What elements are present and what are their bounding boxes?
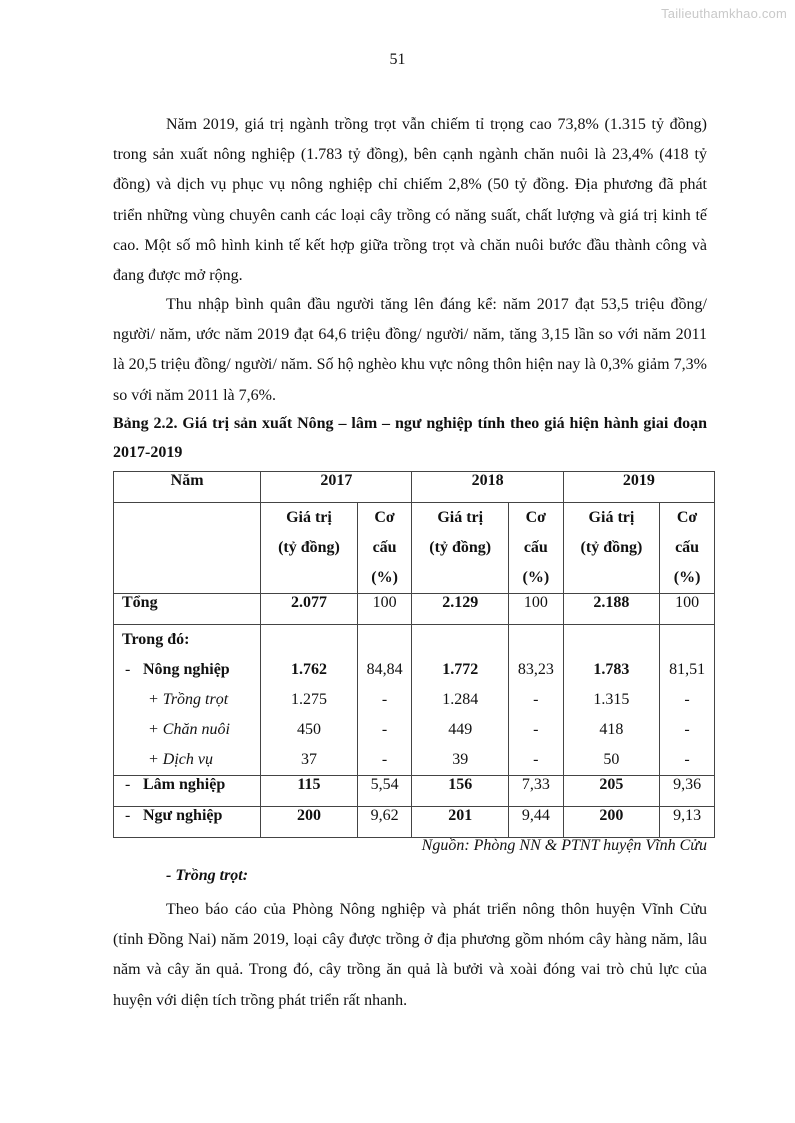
lam-nghiep-pct-2018: 7,33 (508, 776, 563, 807)
trong-trot-value-2019: 1.315 (593, 691, 630, 708)
nong-nghiep-value-2018: 1.772 (442, 661, 479, 678)
ngu-nghiep-pct-2017: 9,62 (357, 807, 412, 838)
breakdown-labels (114, 625, 261, 776)
trong-trot-pct-2017: - (381, 691, 388, 708)
breakdown-values-2018 (412, 625, 508, 776)
value-header-2019 (563, 503, 659, 594)
table-row-ngu-nghiep (114, 807, 715, 838)
value-header-unit: (tỷ đồng) (429, 539, 492, 556)
ngu-nghiep-value-2018: 201 (412, 807, 508, 838)
lam-nghiep-value-2019: 205 (563, 776, 659, 807)
year-2017-header: 2017 (261, 472, 412, 503)
trong-trot-pct-2018: - (533, 691, 539, 708)
chan-nuoi-pct-2019: - (684, 721, 690, 738)
pct-header-unit: (%) (673, 569, 701, 586)
subheader-empty-cell (114, 503, 261, 594)
pct-header-2019 (660, 503, 715, 594)
production-value-table (113, 471, 715, 838)
table-header-row (114, 472, 715, 503)
value-header-label: Giá trị (286, 509, 332, 526)
dich-vu-pct-2019: - (684, 751, 690, 768)
paragraph-1-text: Năm 2019, giá trị ngành trồng trọt vẫn chiếm tỉ trọng cao 73,8% (1.315 tỷ đồng) trong sản xuất nông nghiệp (1.783 tỷ đồng), bên cạnh ngành chăn nuôi là 23,4% (418 tỷ đồng) và dịch vụ phục vụ nông nghiệp chỉ chiếm 2,8% (50 tỷ đồng. Địa phương đã phát triển những vùng chuyên canh các loại cây trồng có năng suất, chất lượng và giá trị kinh tế cao. Một số mô hình kinh tế kết hợp giữa trồng trọt và chăn nuôi bước đầu thành công và đang được mở rộng. (113, 116, 707, 285)
pct-header-2018 (508, 503, 563, 594)
trong-trot-value-2017: 1.275 (290, 691, 327, 708)
pct-header-line-2: cấu (372, 539, 397, 556)
paragraph-3-text: Theo báo cáo của Phòng Nông nghiệp và phát triển nông thôn huyện Vĩnh Cửu (tỉnh Đồng Nai) năm 2019, loại cây được trồng ở địa phương gồm nhóm cây hàng năm, lâu năm và cây ăn quả. Trong đó, cây trồng ăn quả là bưởi và xoài đóng vai trò chủ lực của huyện với diện tích trồng phát triển rất nhanh. (113, 901, 707, 1009)
chan-nuoi-label: + Chăn nuôi (148, 721, 230, 738)
lam-nghiep-label-cell (114, 776, 261, 807)
row-dash: - (125, 661, 131, 678)
table-subheader-row (114, 503, 715, 594)
chan-nuoi-label-line (114, 715, 260, 745)
total-pct-2017: 100 (357, 594, 412, 625)
value-header-label: Giá trị (437, 509, 484, 526)
dich-vu-pct-2018: - (533, 751, 539, 768)
chan-nuoi-pct-2017: - (381, 721, 388, 738)
lam-nghiep-label: Lâm nghiệp (143, 776, 226, 793)
breakdown-pct-2019 (660, 625, 715, 776)
group-label: Trong đó: (122, 631, 190, 648)
total-value-2017: 2.077 (261, 594, 357, 625)
lam-nghiep-value-2018: 156 (412, 776, 508, 807)
table-source: Nguồn: Phòng NN & PTNT huyện Vĩnh Cửu (421, 837, 707, 854)
pct-header-line-1: Cơ (374, 509, 395, 526)
chan-nuoi-value-2018: 449 (448, 721, 473, 738)
lam-nghiep-value-2017: 115 (261, 776, 357, 807)
nong-nghiep-value-2019: 1.783 (593, 661, 630, 678)
year-2019-header: 2019 (563, 472, 714, 503)
dich-vu-value-2019: 50 (603, 751, 620, 768)
trong-trot-label: + Trồng trọt (148, 691, 229, 708)
nong-nghiep-label-line (114, 655, 260, 685)
total-label: Tổng (114, 594, 261, 625)
nong-nghiep-pct-2017: 84,84 (366, 661, 403, 678)
dich-vu-pct-2017: - (381, 751, 388, 768)
trong-trot-value-2018: 1.284 (442, 691, 479, 708)
value-header-unit: (tỷ đồng) (278, 539, 340, 556)
trong-trot-pct-2019: - (684, 691, 690, 708)
breakdown-values-2017 (261, 625, 357, 776)
ngu-nghiep-label-cell (114, 807, 261, 838)
nong-nghiep-label: Nông nghiệp (143, 661, 230, 678)
dich-vu-value-2017: 37 (300, 751, 317, 768)
value-header-unit: (tỷ đồng) (580, 539, 643, 556)
pct-header-line-1: Cơ (525, 509, 547, 526)
pct-header-line-2: cấu (675, 539, 700, 556)
dich-vu-label: + Dịch vụ (148, 751, 213, 768)
total-value-2019: 2.188 (563, 594, 659, 625)
chan-nuoi-value-2017: 450 (296, 721, 321, 738)
table-row-breakdown (114, 625, 715, 776)
table-row-lam-nghiep (114, 776, 715, 807)
value-header-2018 (412, 503, 508, 594)
pct-header-2017 (357, 503, 412, 594)
chan-nuoi-pct-2018: - (533, 721, 539, 738)
pct-header-line-2: cấu (523, 539, 548, 556)
trong-trot-label-line (114, 685, 260, 715)
row-dash: - (125, 807, 131, 824)
lam-nghiep-pct-2019: 9,36 (660, 776, 715, 807)
breakdown-values-2019 (563, 625, 659, 776)
section-heading: - Trồng trọt: (166, 867, 249, 884)
ngu-nghiep-pct-2019: 9,13 (660, 807, 715, 838)
ngu-nghiep-label: Ngư nghiệp (143, 807, 223, 824)
year-2018-header: 2018 (412, 472, 563, 503)
total-value-2018: 2.129 (412, 594, 508, 625)
row-dash: - (125, 776, 131, 793)
paragraph-2-text: Thu nhập bình quân đầu người tăng lên đáng kể: năm 2017 đạt 53,5 triệu đồng/ người/ năm, ước năm 2019 đạt 64,6 triệu đồng/ người/ năm, tăng 3,15 lần so với năm 2011 là 20,5 triệu đồng/ người/ năm. Số hộ nghèo khu vực nông thôn hiện nay là 0,3% giảm 7,3% so với năm 2011 là 7,6%. (113, 296, 707, 404)
table-caption: Bảng 2.2. Giá trị sản xuất Nông – lâm – ngư nghiệp tính theo giá hiện hành giai đoạn 2017-2019 (113, 415, 707, 461)
breakdown-pct-2017 (357, 625, 412, 776)
page-number: 51 (389, 51, 406, 68)
table-row-total (114, 594, 715, 625)
ngu-nghiep-value-2019: 200 (563, 807, 659, 838)
pct-header-line-1: Cơ (676, 509, 698, 526)
breakdown-pct-2018 (508, 625, 563, 776)
year-header-cell: Năm (114, 472, 261, 503)
nong-nghiep-value-2017: 1.762 (290, 661, 327, 678)
pct-header-unit: (%) (522, 569, 550, 586)
paragraph-1 (113, 110, 707, 291)
nong-nghiep-pct-2019: 81,51 (669, 661, 706, 678)
nong-nghiep-pct-2018: 83,23 (517, 661, 554, 678)
pct-header-unit: (%) (371, 569, 398, 586)
value-header-label: Giá trị (588, 509, 635, 526)
watermark: Tailieuthamkhao.com (661, 6, 787, 21)
paragraph-3 (113, 895, 707, 1016)
ngu-nghiep-value-2017: 200 (261, 807, 357, 838)
value-header-2017 (261, 503, 357, 594)
ngu-nghiep-pct-2018: 9,44 (508, 807, 563, 838)
total-pct-2019: 100 (660, 594, 715, 625)
chan-nuoi-value-2019: 418 (599, 721, 624, 738)
dich-vu-value-2018: 39 (452, 751, 469, 768)
lam-nghiep-pct-2017: 5,54 (357, 776, 412, 807)
total-pct-2018: 100 (508, 594, 563, 625)
paragraph-2 (113, 290, 707, 411)
dich-vu-label-line (114, 745, 260, 775)
